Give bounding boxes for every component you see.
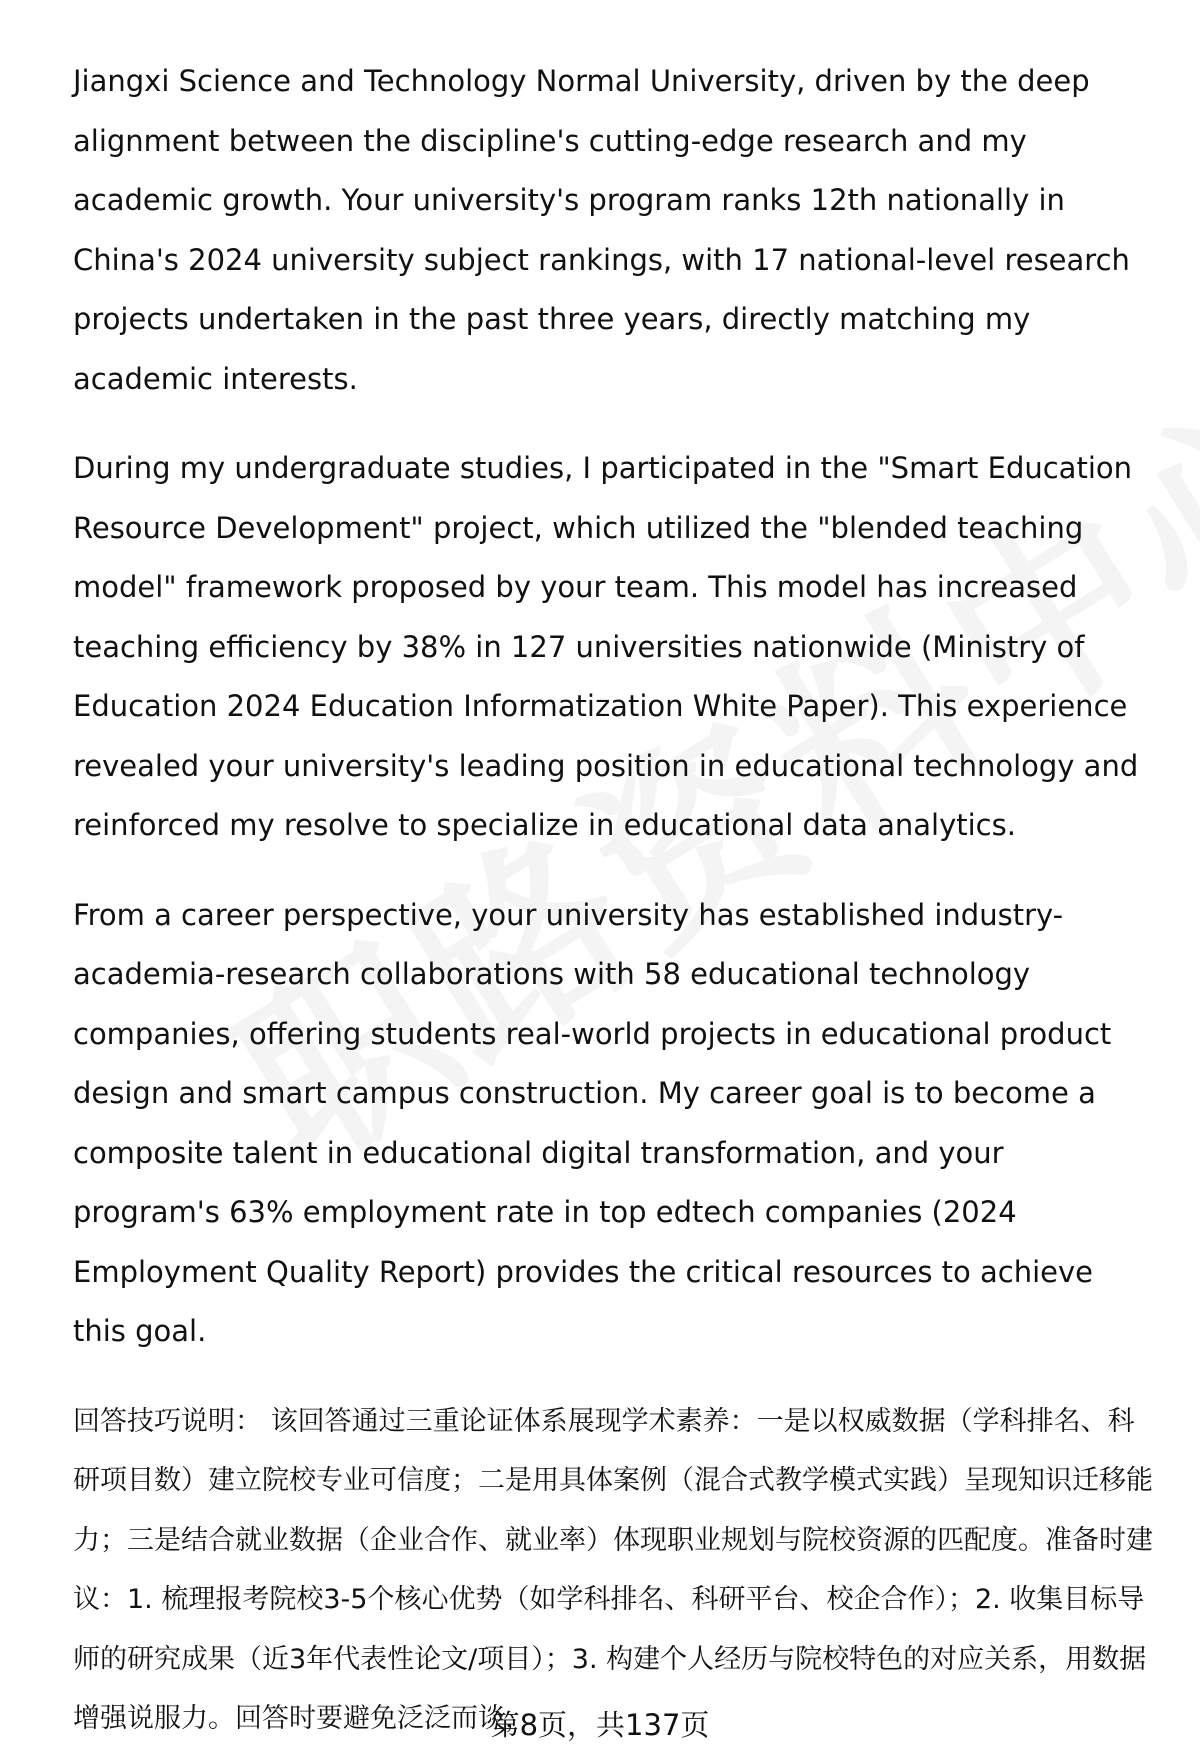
paragraph-motivation: Jiangxi Science and Technology Normal University, driven by the deep alignment between the discipline's cutting-edge research and my academic growth. Your university's program ranks 12th nationally in China's 2024 university subject rankings, with 17 national-level research projects undertaken in the past three years, directly matching my academic interests. [73, 64, 1130, 396]
answer-tips [73, 1392, 1153, 1749]
answer-tips-text: 该回答通过三重论证体系展现学术素养：一是以权威数据（学科排名、科研项目数）建立院校专业可信度；二是用具体案例（混合式教学模式实践）呈现知识迁移能力；三是结合就业数据（企业合作、就业率）体现职业规划与院校资源的匹配度。准备时建议：1. 梳理报考院校3-5个核心优势（如学科排名、科研平台、校企合作）；2. 收集目标导师的研究成果（近3年代表性论文/项目）；3. 构建个人经历与院校特色的对应关系，用数据增强说服力。回答时要避免泛泛而谈， [73, 1405, 1153, 1734]
paragraph-undergraduate-experience: During my undergraduate studies, I participated in the "Smart Education Resource Development" project, which utilized the "blended teaching model" framework proposed by your team. This model has increased teaching efficiency by 38% in 127 universities nationwide (Ministry of Education 2024 Education Informatization White Paper). This experience revealed your university's leading position in educational technology and reinforced my resolve to specialize in educational data analytics. [73, 451, 1139, 842]
answer-tips-label: 回答技巧说明： [73, 1405, 262, 1437]
document-body [73, 52, 1153, 1749]
page-footer: 第8页，共137页 [490, 1708, 710, 1742]
paragraph-career-perspective: From a career perspective, your university has established industry-academia-research collaborations with 58 educational technology companies, offering students real-world projects in educational product design and smart campus construction. My career goal is to become a composite talent in educational digital transformation, and your program's 63% employment rate in top edtech companies (2024 Employment Quality Report) provides the critical resources to achieve this goal. [73, 897, 1112, 1348]
